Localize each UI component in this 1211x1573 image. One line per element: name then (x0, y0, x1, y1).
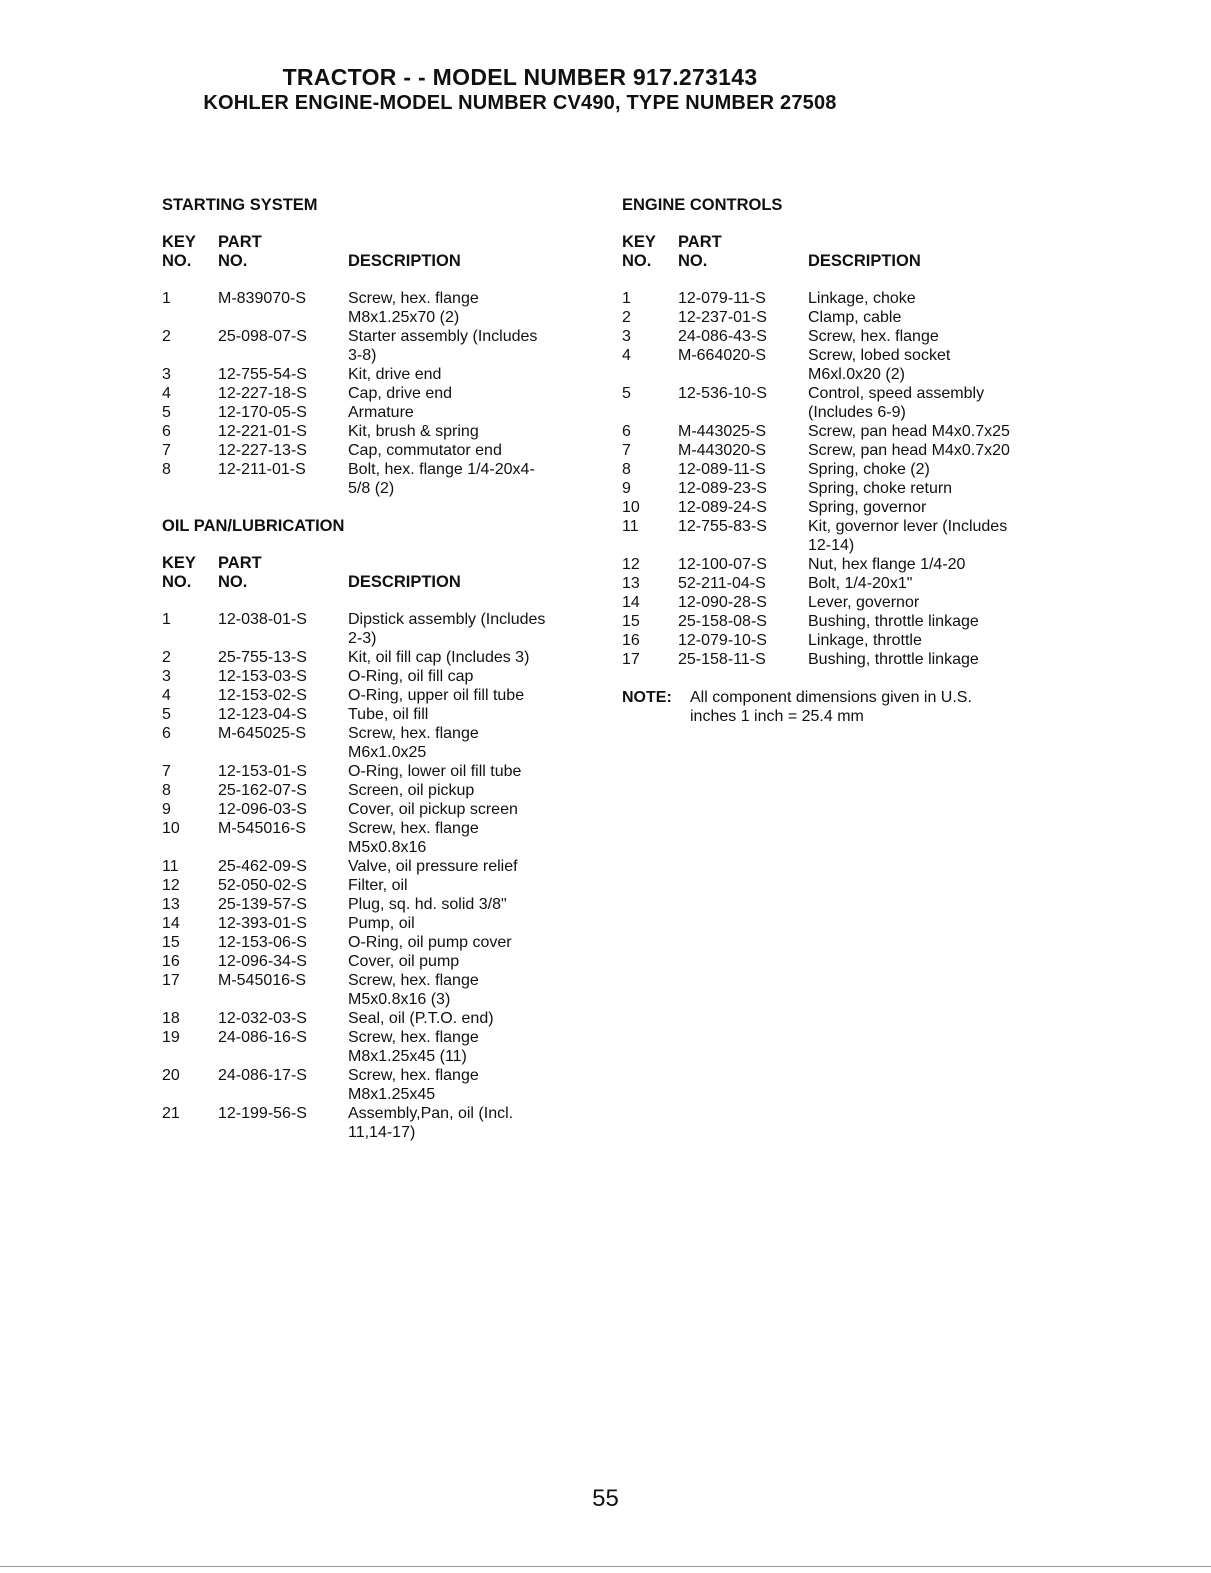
part-description: O-Ring, upper oil fill tube (348, 687, 525, 704)
part-number: 12-755-54-S (218, 366, 307, 383)
table-row (622, 479, 1052, 498)
part-number: 24-086-16-S (218, 1029, 307, 1046)
key-number: 4 (162, 385, 171, 402)
key-number: 8 (162, 782, 171, 799)
part-description: Screw, hex. flange M5x0.8x16 (3) (348, 972, 479, 1008)
column-header-part-no: NO. (218, 573, 248, 591)
part-number: 12-090-28-S (678, 594, 767, 611)
part-number: 25-139-57-S (218, 896, 307, 913)
key-number: 2 (162, 649, 171, 666)
part-number: 12-153-01-S (218, 763, 307, 780)
table-row (162, 1028, 592, 1066)
part-description: Spring, governor (808, 499, 927, 516)
key-number: 5 (622, 385, 631, 402)
table-row (622, 612, 1052, 631)
part-number: 12-211-01-S (218, 461, 306, 478)
part-number: M-443025-S (678, 423, 767, 440)
key-number: 6 (622, 423, 631, 440)
part-number: 12-096-34-S (218, 953, 307, 970)
table-row (622, 460, 1052, 479)
column-header (162, 233, 592, 271)
table-row (162, 933, 592, 952)
key-number: 2 (162, 328, 171, 345)
table-row (622, 593, 1052, 612)
part-description: Cover, oil pump (348, 953, 460, 970)
part-description: Bushing, throttle linkage (808, 613, 979, 630)
section-title: STARTING SYSTEM (162, 196, 318, 214)
column-header-part: PART (678, 233, 722, 251)
part-description: Screw, hex. flange M8x1.25x70 (2) (348, 290, 479, 326)
key-number: 13 (162, 896, 180, 913)
key-number: 14 (622, 594, 640, 611)
key-number: 8 (622, 461, 631, 478)
key-number: 7 (622, 442, 631, 459)
key-number: 4 (162, 687, 171, 704)
table-row (622, 422, 1052, 441)
part-description: Control, speed assembly (Includes 6-9) (808, 385, 985, 421)
key-number: 19 (162, 1029, 180, 1046)
part-description: Lever, governor (808, 594, 920, 611)
part-number: 12-393-01-S (218, 915, 307, 932)
part-number: M-664020-S (678, 347, 767, 364)
table-row (622, 650, 1052, 669)
part-description: Assembly,Pan, oil (Incl. 11,14-17) (348, 1105, 514, 1141)
key-number: 6 (162, 423, 171, 440)
part-description: Kit, brush & spring (348, 423, 479, 440)
part-number: 12-153-06-S (218, 934, 307, 951)
key-number: 3 (162, 668, 171, 685)
key-number: 20 (162, 1067, 180, 1084)
section-title: OIL PAN/LUBRICATION (162, 517, 345, 535)
part-number: 25-158-08-S (678, 613, 767, 630)
key-number: 12 (622, 556, 640, 573)
note (622, 688, 1042, 726)
part-number: M-839070-S (218, 290, 307, 307)
part-number: 24-086-17-S (218, 1067, 307, 1084)
key-number: 3 (622, 328, 631, 345)
table-row (162, 648, 592, 667)
column-header (622, 233, 1052, 271)
part-description: Screw, hex. flange M8x1.25x45 (348, 1067, 479, 1103)
table-row (162, 460, 592, 498)
table-row (622, 574, 1052, 593)
table-row (162, 1066, 592, 1104)
key-number: 10 (622, 499, 640, 516)
table-row (622, 517, 1052, 555)
part-number: 12-227-18-S (218, 385, 307, 402)
key-number: 8 (162, 461, 171, 478)
part-description: Screw, lobed socket M6xl.0x20 (2) (808, 347, 951, 383)
table-row (162, 857, 592, 876)
key-number: 9 (622, 480, 631, 497)
part-number: 52-050-02-S (218, 877, 307, 894)
table-row (622, 384, 1052, 422)
table-row (162, 441, 592, 460)
part-description: Pump, oil (348, 915, 415, 932)
key-number: 13 (622, 575, 640, 592)
section-title: ENGINE CONTROLS (622, 196, 783, 214)
table-row (162, 403, 592, 422)
part-number: 12-079-11-S (678, 290, 766, 307)
part-number: M-645025-S (218, 725, 307, 742)
column-header-key: KEY (162, 554, 196, 572)
table-row (622, 308, 1052, 327)
table-row (162, 686, 592, 705)
table-row (162, 1104, 592, 1142)
part-description: Kit, governor lever (Includes 12-14) (808, 518, 1008, 554)
table-row (622, 289, 1052, 308)
column-header (162, 554, 592, 592)
page-title: TRACTOR - - MODEL NUMBER 917.273143 (282, 64, 758, 90)
part-number: 25-098-07-S (218, 328, 307, 345)
key-number: 6 (162, 725, 171, 742)
part-number: 12-089-23-S (678, 480, 767, 497)
table-row (162, 667, 592, 686)
key-number: 1 (162, 611, 171, 628)
part-description: Valve, oil pressure relief (348, 858, 518, 875)
part-description: Spring, choke (2) (808, 461, 930, 478)
table-row (162, 971, 592, 1009)
key-number: 16 (162, 953, 180, 970)
part-description: Seal, oil (P.T.O. end) (348, 1010, 494, 1027)
part-description: Tube, oil fill (348, 706, 429, 723)
part-description: Dipstick assembly (Includes 2-3) (348, 611, 546, 647)
table-row (162, 819, 592, 857)
part-number: 12-199-56-S (218, 1105, 307, 1122)
part-description: Screw, hex. flange (808, 328, 939, 345)
key-number: 9 (162, 801, 171, 818)
key-number: 21 (162, 1105, 180, 1122)
key-number: 7 (162, 763, 171, 780)
part-description: Screw, hex. flange M5x0.8x16 (348, 820, 479, 856)
part-number: 12-038-01-S (218, 611, 307, 628)
column-header-description: DESCRIPTION (348, 252, 461, 270)
part-description: O-Ring, lower oil fill tube (348, 763, 522, 780)
table-row (622, 631, 1052, 650)
section-engine-controls (622, 196, 1052, 669)
part-number: 25-755-13-S (218, 649, 307, 666)
table-row (162, 610, 592, 648)
table-row (162, 952, 592, 971)
key-number: 17 (622, 651, 640, 668)
part-description: Clamp, cable (808, 309, 902, 326)
part-description: Starter assembly (Includes 3-8) (348, 328, 538, 364)
column-header-part-no: NO. (218, 252, 248, 270)
part-description: Cap, commutator end (348, 442, 502, 459)
page-subtitle: KOHLER ENGINE-MODEL NUMBER CV490, TYPE NUMBER 27508 (203, 92, 837, 114)
key-number: 15 (622, 613, 640, 630)
part-number: 12-096-03-S (218, 801, 307, 818)
part-number: 12-227-13-S (218, 442, 307, 459)
part-number: 24-086-43-S (678, 328, 767, 345)
table-row (162, 781, 592, 800)
key-number: 11 (162, 858, 179, 875)
table-row (622, 327, 1052, 346)
page-number: 55 (592, 1485, 619, 1512)
table-row (622, 555, 1052, 574)
table-row (162, 327, 592, 365)
key-number: 16 (622, 632, 640, 649)
part-number: M-545016-S (218, 820, 307, 837)
part-description: Screw, pan head M4x0.7x20 (808, 442, 1010, 459)
part-description: Cover, oil pickup screen (348, 801, 518, 818)
part-description: O-Ring, oil fill cap (348, 668, 474, 685)
part-description: Filter, oil (348, 877, 408, 894)
table-row (162, 1009, 592, 1028)
table-row (162, 876, 592, 895)
part-number: 12-755-83-S (678, 518, 767, 535)
key-number: 1 (622, 290, 631, 307)
part-number: 25-462-09-S (218, 858, 307, 875)
part-number: 12-089-24-S (678, 499, 767, 516)
part-number: 12-536-10-S (678, 385, 767, 402)
part-number: 12-170-05-S (218, 404, 307, 421)
part-description: Kit, drive end (348, 366, 442, 383)
key-number: 5 (162, 706, 171, 723)
key-number: 2 (622, 309, 631, 326)
part-description: Cap, drive end (348, 385, 453, 402)
key-number: 18 (162, 1010, 180, 1027)
table-row (622, 441, 1052, 460)
part-number: 25-162-07-S (218, 782, 307, 799)
key-number: 15 (162, 934, 180, 951)
key-number: 14 (162, 915, 180, 932)
column-header-description: DESCRIPTION (808, 252, 921, 270)
column-header-part-no: NO. (678, 252, 708, 270)
part-description: Spring, choke return (808, 480, 953, 497)
part-number: 12-089-11-S (678, 461, 766, 478)
column-header-key-no: NO. (162, 252, 192, 270)
key-number: 10 (162, 820, 180, 837)
part-number: M-545016-S (218, 972, 307, 989)
part-description: Kit, oil fill cap (Includes 3) (348, 649, 530, 666)
column-header-key-no: NO. (162, 573, 192, 591)
part-description: Screw, hex. flange M6x1.0x25 (348, 725, 479, 761)
note-label: NOTE: (622, 689, 672, 706)
table-row (622, 346, 1052, 384)
part-description: Plug, sq. hd. solid 3/8" (348, 896, 507, 913)
table-row (162, 914, 592, 933)
key-number: 17 (162, 972, 180, 989)
part-number: 12-100-07-S (678, 556, 767, 573)
table-row (162, 800, 592, 819)
note-text: All component dimensions given in U.S. inches 1 inch = 25.4 mm (690, 689, 972, 725)
part-description: Screen, oil pickup (348, 782, 475, 799)
part-number: 12-079-10-S (678, 632, 767, 649)
column-header-part: PART (218, 233, 262, 251)
key-number: 12 (162, 877, 180, 894)
part-description: Linkage, choke (808, 290, 916, 307)
table-row (162, 705, 592, 724)
part-number: 12-153-03-S (218, 668, 307, 685)
part-description: O-Ring, oil pump cover (348, 934, 512, 951)
part-description: Bolt, 1/4-20x1" (808, 575, 913, 592)
key-number: 5 (162, 404, 171, 421)
section-starting-system (162, 196, 592, 498)
key-number: 11 (622, 518, 639, 535)
table-row (162, 384, 592, 403)
table-row (622, 498, 1052, 517)
table-row (162, 422, 592, 441)
table-row (162, 724, 592, 762)
part-number: 12-032-03-S (218, 1010, 307, 1027)
key-number: 4 (622, 347, 631, 364)
section-oil-pan-lubrication (162, 517, 592, 1142)
table-row (162, 365, 592, 384)
key-number: 7 (162, 442, 171, 459)
part-number: 12-153-02-S (218, 687, 307, 704)
part-number: 52-211-04-S (678, 575, 766, 592)
column-header-key: KEY (622, 233, 656, 251)
part-number: 12-221-01-S (218, 423, 307, 440)
column-header-key: KEY (162, 233, 196, 251)
table-row (162, 895, 592, 914)
part-description: Bushing, throttle linkage (808, 651, 979, 668)
table-row (162, 289, 592, 327)
table-row (162, 762, 592, 781)
column-header-description: DESCRIPTION (348, 573, 461, 591)
part-description: Nut, hex flange 1/4-20 (808, 556, 966, 573)
part-description: Bolt, hex. flange 1/4-20x4- 5/8 (2) (348, 461, 535, 497)
key-number: 3 (162, 366, 171, 383)
part-number: M-443020-S (678, 442, 767, 459)
part-number: 12-123-04-S (218, 706, 307, 723)
part-description: Screw, pan head M4x0.7x25 (808, 423, 1010, 440)
part-description: Armature (348, 404, 414, 421)
column-header-part: PART (218, 554, 262, 572)
part-number: 12-237-01-S (678, 309, 767, 326)
key-number: 1 (162, 290, 171, 307)
part-number: 25-158-11-S (678, 651, 766, 668)
column-header-key-no: NO. (622, 252, 652, 270)
bottom-rule (0, 1566, 1211, 1567)
part-description: Linkage, throttle (808, 632, 922, 649)
part-description: Screw, hex. flange M8x1.25x45 (11) (348, 1029, 479, 1065)
